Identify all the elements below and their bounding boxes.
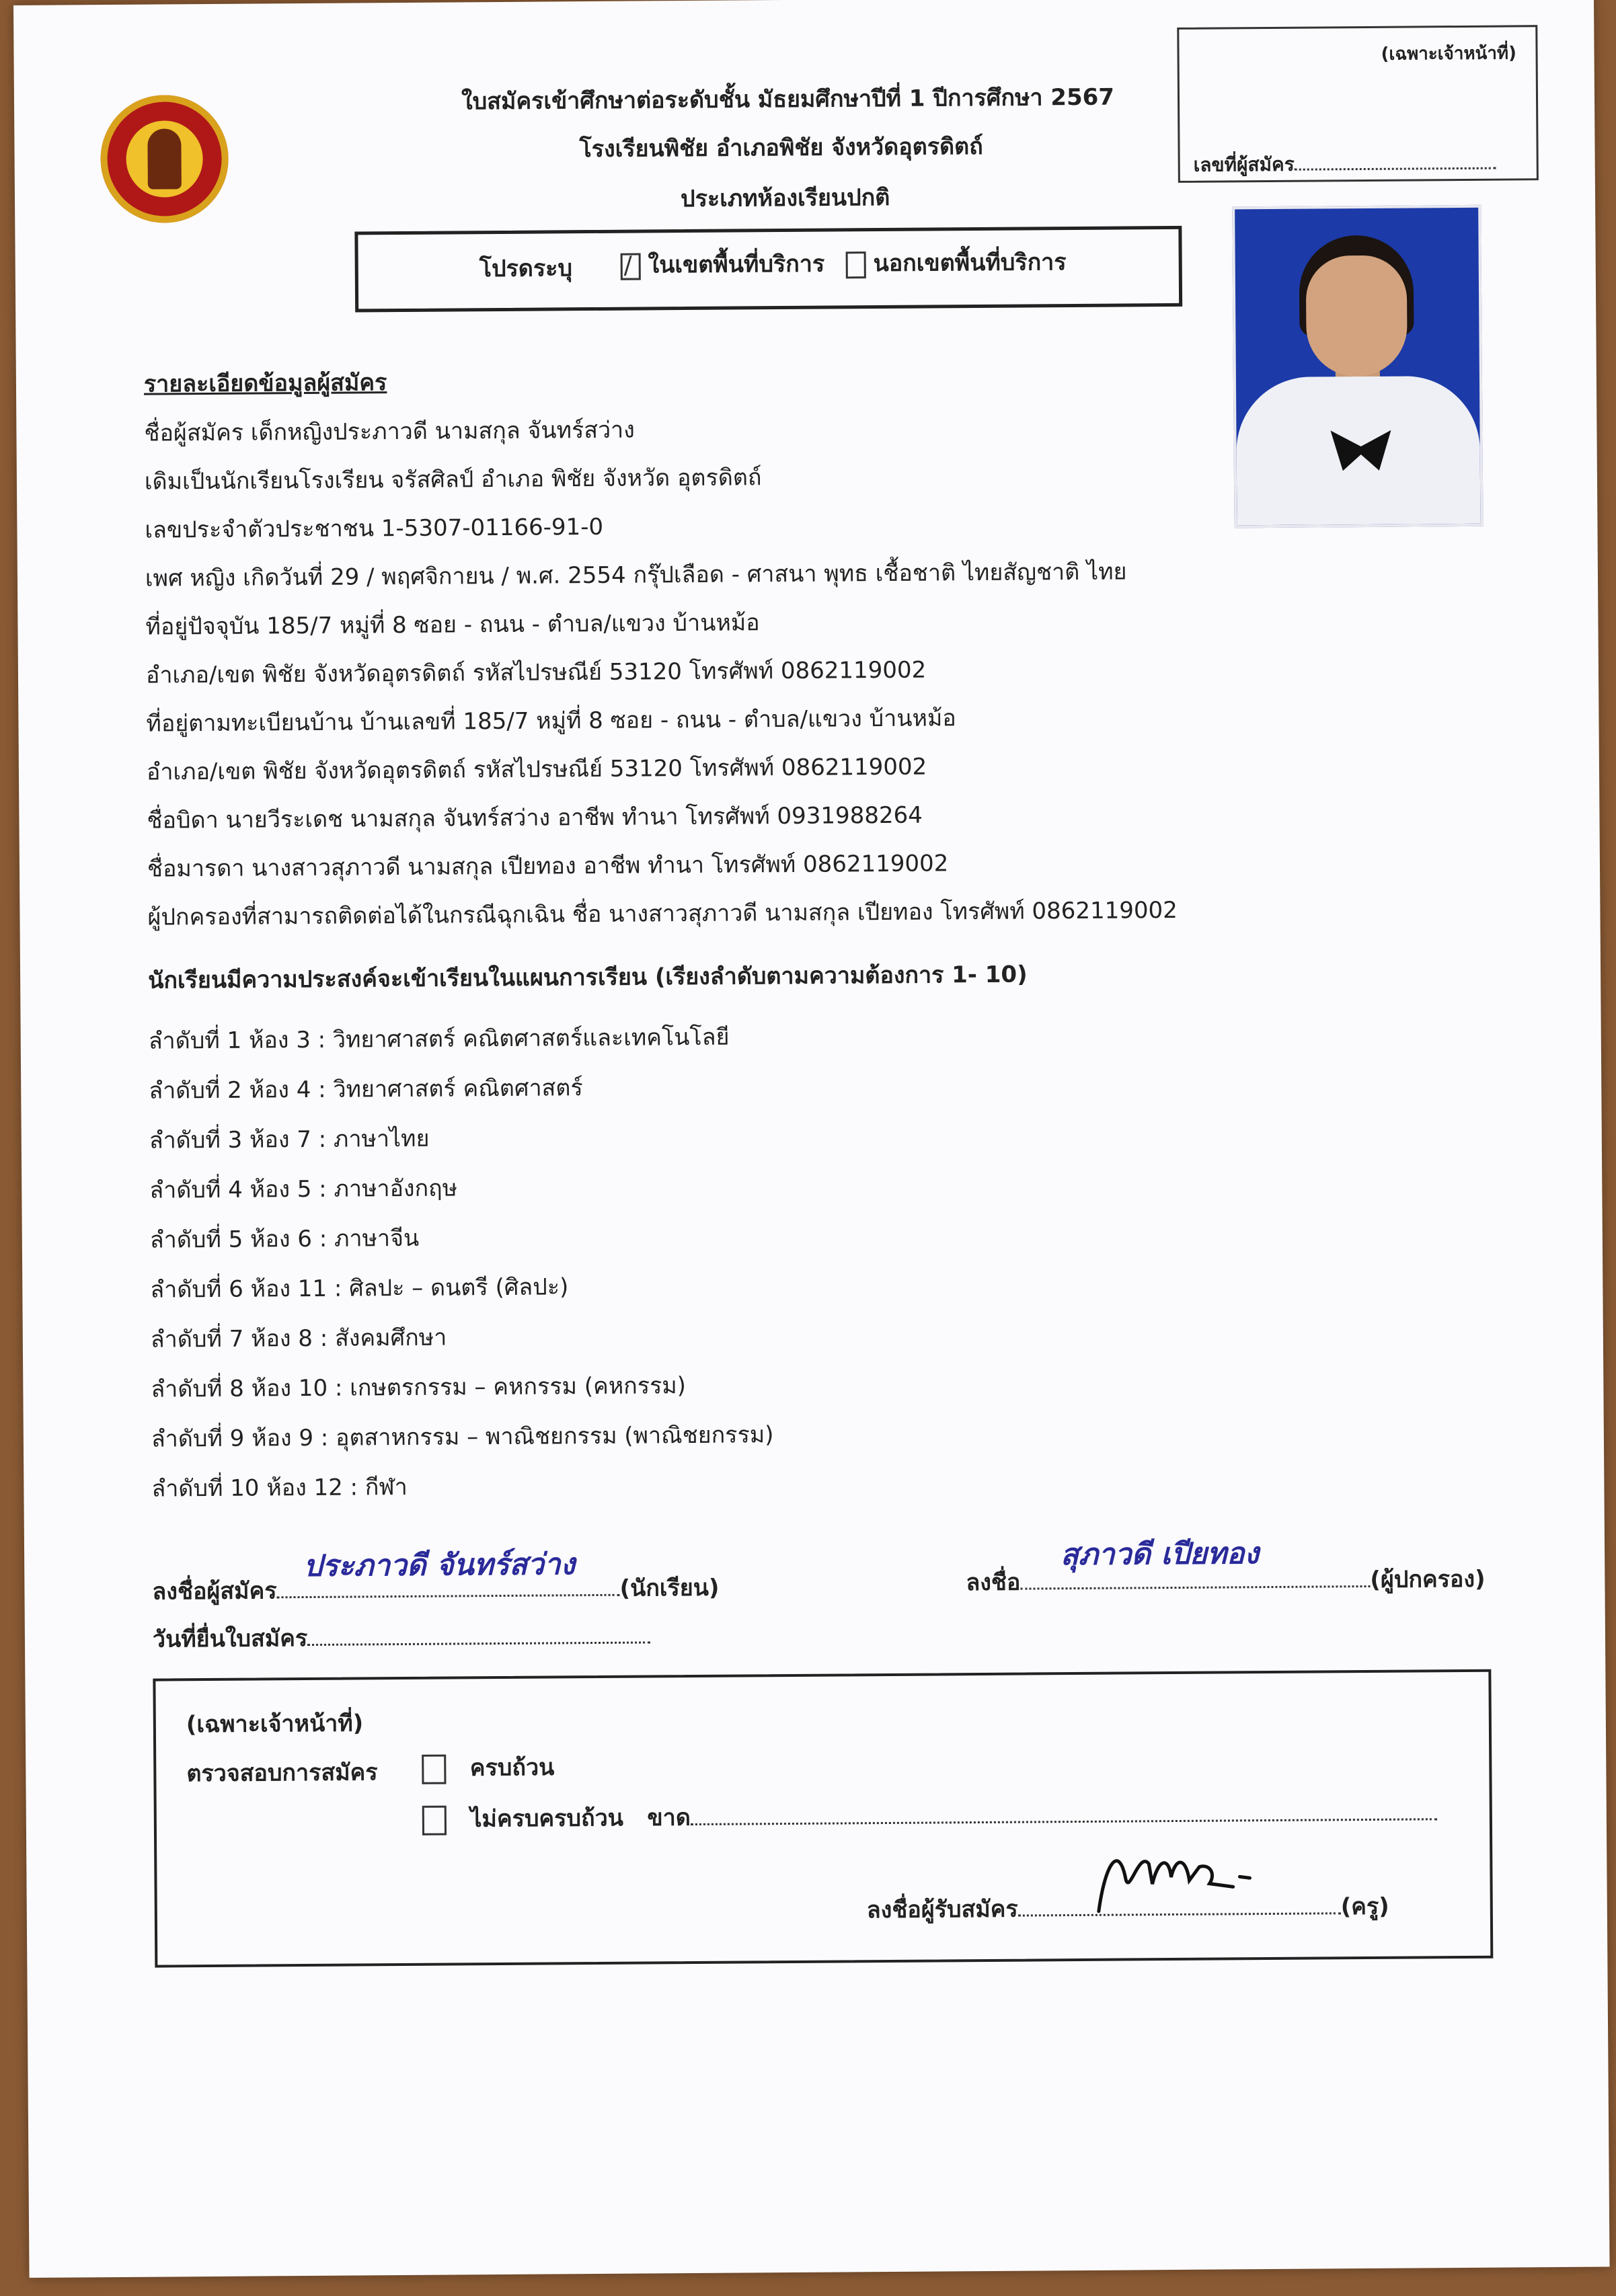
declare-label: โปรดระบุ: [479, 255, 573, 283]
preference-item: ลำดับที่ 4 ห้อง 5 : ภาษาอังกฤษ: [149, 1175, 458, 1204]
staff-verification-box: [153, 1669, 1493, 1968]
applicant-signature: ประภาวดี จันทร์สว่าง: [303, 1547, 576, 1584]
detail-line: เลขประจำตัวประชาชน 1-5307-01166-91-0: [145, 513, 604, 544]
preference-item: ลำดับที่ 3 ห้อง 7 : ภาษาไทย: [149, 1125, 430, 1154]
form-title-line2: โรงเรียนพิชัย อำเภอพิชัย จังหวัดอุตรดิตถ์: [579, 132, 983, 163]
complete-checkbox[interactable]: [422, 1755, 446, 1784]
preferences-title: นักเรียนมีความประสงค์จะเข้าเรียนในแผนการเรียน (เรียงลำดับตามความต้องการ 1- 10): [147, 961, 1028, 994]
applicant-signature-line: ลงชื่อผู้สมัคร ประภาวดี จันทร์สว่าง (นักเรียน): [152, 1547, 720, 1606]
detail-line: ที่อยู่ตามทะเบียนบ้าน บ้านเลขที่ 185/7 หมู่ที่ 8 ซอย - ถนน - ตำบล/แขวง บ้านหม้อ: [146, 705, 956, 738]
receiver-signature-line: ลงชื่อผู้รับสมัคร (ครู): [867, 1889, 1389, 1924]
submission-date-line: วันที่ยื่นใบสมัคร: [153, 1622, 651, 1653]
detail-line: อำเภอ/เขต พิชัย จังหวัดอุตรดิตถ์ รหัสไปรษณีย์ 53120 โทรศัพท์ 0862119002: [146, 753, 927, 786]
incomplete-checkbox[interactable]: [422, 1806, 447, 1835]
complete-option[interactable]: ครบถ้วน: [422, 1753, 554, 1784]
detail-line: เดิมเป็นนักเรียนโรงเรียน จรัสศิลป์ อำเภอ พิชัย จังหวัด อุตรดิตถ์: [144, 464, 762, 496]
preference-item: ลำดับที่ 10 ห้อง 12 : กีฬา: [151, 1473, 408, 1503]
office-use-box: [1177, 25, 1539, 183]
office-use-label: (เฉพาะเจ้าหน้าที่): [1381, 43, 1517, 65]
preference-item: ลำดับที่ 8 ห้อง 10 : เกษตรกรรม – คหกรรม (คหกรรม): [151, 1372, 687, 1403]
detail-line: ผู้ปกครองที่สามารถติดต่อได้ในกรณีฉุกเฉิน ชื่อ นางสาวสุภาวดี นามสกุล เปียทอง โทรศัพท์ 0862119002: [147, 896, 1178, 931]
preference-item: ลำดับที่ 5 ห้อง 6 : ภาษาจีน: [149, 1224, 420, 1254]
staff-use-label: (เฉพาะเจ้าหน้าที่): [186, 1710, 364, 1739]
detail-line: ชื่อมารดา นางสาวสุภาวดี นามสกุล เปียทอง อาชีพ ทำนา โทรศัพท์ 0862119002: [147, 850, 949, 883]
form-title-line1: ใบสมัครเข้าศึกษาต่อระดับชั้น มัธยมศึกษาปีที่ 1 ปีการศึกษา 2567: [461, 83, 1115, 116]
guardian-signature-line: ลงชื่อ สุภาวดี เปียทอง (ผู้ปกครอง): [966, 1536, 1486, 1597]
option-out-area[interactable]: นอกเขตพื้นที่บริการ: [846, 249, 1067, 278]
detail-line: ชื่อผู้สมัคร เด็กหญิงประภาวดี นามสกุล จันทร์สว่าง: [144, 416, 635, 447]
preference-item: ลำดับที่ 1 ห้อง 3 : วิทยาศาสตร์ คณิตศาสตร์และเทคโนโลยี: [148, 1023, 730, 1055]
details-section-title: รายละเอียดข้อมูลผู้สมัคร: [143, 369, 387, 398]
verification-label: ตรวจสอบการสมัคร: [186, 1759, 378, 1788]
detail-line: เพศ หญิง เกิดวันที่ 29 / พฤศจิกายน / พ.ศ. 2554 กรุ๊ปเลือด - ศาสนา พุทธ เชื้อชาติ ไทยสัญชาติ ไทย: [145, 558, 1127, 592]
receiver-signature-scribble: [1091, 1836, 1267, 1918]
preference-item: ลำดับที่ 2 ห้อง 4 : วิทยาศาสตร์ คณิตศาสตร์: [149, 1074, 583, 1105]
out-area-checkbox[interactable]: [846, 251, 866, 278]
preference-item: ลำดับที่ 6 ห้อง 11 : ศิลปะ – ดนตรี (ศิลปะ): [150, 1273, 569, 1304]
service-area-selector: [354, 226, 1182, 313]
incomplete-option[interactable]: ไม่ครบครบถ้วน ขาด: [422, 1798, 1437, 1835]
detail-line: ชื่อบิดา นายวีระเดช นามสกุล จันทร์สว่าง อาชีพ ทำนา โทรศัพท์ 0931988264: [147, 801, 923, 834]
application-form-paper: [13, 0, 1610, 2278]
detail-line: ที่อยู่ปัจจุบัน 185/7 หมู่ที่ 8 ซอย - ถนน - ตำบล/แขวง บ้านหม้อ: [145, 609, 760, 641]
preference-item: ลำดับที่ 7 ห้อง 8 : สังคมศึกษา: [150, 1324, 447, 1353]
preference-item: ลำดับที่ 9 ห้อง 9 : อุตสาหกรรม – พาณิชยกรรม (พาณิชยกรรม): [151, 1421, 774, 1453]
school-logo: [100, 95, 229, 223]
form-title-line3: ประเภทห้องเรียนปกติ: [680, 184, 890, 213]
detail-line: อำเภอ/เขต พิชัย จังหวัดอุตรดิตถ์ รหัสไปรษณีย์ 53120 โทรศัพท์ 0862119002: [145, 656, 927, 689]
applicant-number-label: เลขที่ผู้สมัคร: [1194, 149, 1496, 180]
option-in-area[interactable]: / ในเขตพื้นที่บริการ: [621, 251, 825, 280]
in-area-checkbox[interactable]: /: [621, 253, 641, 280]
applicant-photo: [1232, 205, 1483, 528]
guardian-signature: สุภาวดี เปียทอง: [1060, 1536, 1260, 1573]
